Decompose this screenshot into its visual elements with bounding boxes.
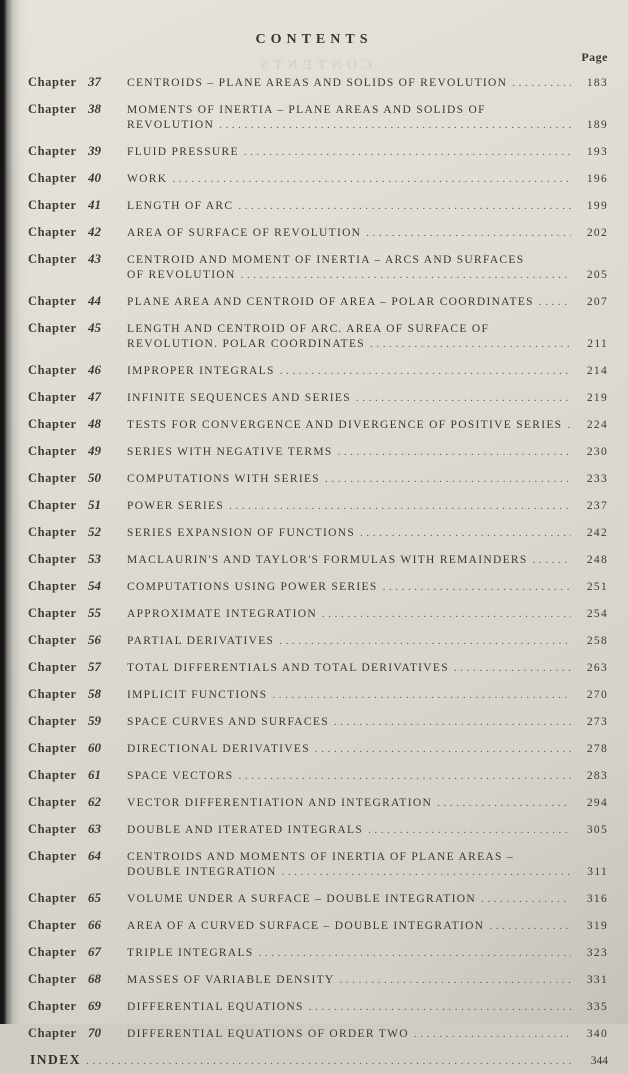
chapter-word: Chapter	[28, 144, 77, 158]
dot-leader	[86, 1055, 571, 1067]
dot-leader	[383, 580, 571, 595]
entry-title-line: FLUID PRESSURE	[127, 146, 239, 158]
page-number: 323	[586, 947, 608, 959]
chapter-number: 54	[88, 578, 101, 593]
dot-leader	[539, 295, 571, 310]
entry-title-block	[127, 769, 608, 784]
toc-entry	[0, 885, 628, 912]
page-number: 340	[586, 1028, 608, 1040]
entry-title-line: TOTAL DIFFERENTIALS AND TOTAL DERIVATIVES	[127, 662, 449, 674]
page-number: 211	[587, 338, 608, 350]
page-number: 331	[586, 974, 608, 986]
page-number: 283	[586, 770, 608, 782]
dot-leader	[219, 118, 571, 133]
entry-title-line: AREA OF SURFACE OF REVOLUTION	[127, 227, 362, 239]
toc-entry	[0, 600, 628, 627]
entry-title-line: REVOLUTION	[127, 119, 215, 131]
entry-title-block	[127, 418, 608, 433]
dot-leader	[279, 634, 571, 649]
chapter-word: Chapter	[28, 498, 77, 512]
chapter-word: Chapter	[28, 75, 77, 89]
entry-title-block	[127, 199, 608, 214]
chapter-word: Chapter	[28, 606, 77, 620]
dot-leader	[340, 973, 571, 988]
chapter-number: 68	[88, 971, 101, 986]
chapter-word: Chapter	[28, 714, 77, 728]
chapter-number: 64	[88, 848, 101, 863]
chapter-number: 44	[88, 293, 101, 308]
page-number: 305	[586, 824, 608, 836]
chapter-word: Chapter	[28, 294, 77, 308]
toc-entry	[0, 546, 628, 573]
chapter-word: Chapter	[28, 390, 77, 404]
toc-entry-index	[0, 1047, 628, 1074]
entry-title-line: DIRECTIONAL DERIVATIVES	[127, 743, 310, 755]
chapter-word: Chapter	[28, 171, 77, 185]
chapter-word: Chapter	[28, 891, 77, 905]
dot-leader	[259, 946, 571, 961]
entry-title-block	[127, 823, 608, 838]
entry-title-block	[127, 580, 608, 595]
toc-entry	[0, 138, 628, 165]
dot-leader	[533, 553, 571, 568]
page-number: 278	[586, 743, 608, 755]
page-number: 237	[586, 500, 608, 512]
toc-entry	[0, 288, 628, 315]
entry-title-line: PLANE AREA AND CENTROID OF AREA – POLAR COORDINATES	[127, 296, 534, 308]
dot-leader	[315, 742, 571, 757]
entry-title-block	[127, 946, 608, 961]
toc-entry	[0, 966, 628, 993]
chapter-number: 53	[88, 551, 101, 566]
entry-title-line: DIFFERENTIAL EQUATIONS OF ORDER TWO	[127, 1028, 409, 1040]
toc-entry	[0, 843, 628, 885]
entry-title-line: IMPLICIT FUNCTIONS	[127, 689, 268, 701]
entry-title-line: MACLAURIN'S AND TAYLOR'S FORMULAS WITH REMAINDERS	[127, 554, 528, 566]
toc-entry	[0, 993, 628, 1020]
chapter-word: Chapter	[28, 687, 77, 701]
toc-entry	[0, 492, 628, 519]
toc-entry	[0, 69, 628, 96]
entry-title-block	[127, 499, 608, 514]
entry-title-line: CENTROID AND MOMENT OF INERTIA – ARCS AND SURFACES	[127, 254, 525, 266]
chapter-number: 70	[88, 1025, 101, 1040]
chapter-word: Chapter	[28, 999, 77, 1013]
chapter-number: 46	[88, 362, 101, 377]
chapter-number: 50	[88, 470, 101, 485]
entry-title-line: AREA OF A CURVED SURFACE – DOUBLE INTEGRATION	[127, 920, 485, 932]
page-number: 248	[586, 554, 608, 566]
page-number: 233	[586, 473, 608, 485]
entry-title-block	[127, 1027, 608, 1042]
chapter-number: 42	[88, 224, 101, 239]
dot-leader	[172, 172, 571, 187]
dot-leader	[309, 1000, 571, 1015]
page-number: 242	[586, 527, 608, 539]
entry-title-line: PARTIAL DERIVATIVES	[127, 635, 275, 647]
dot-leader	[322, 607, 571, 622]
page-number: 311	[587, 866, 608, 878]
entry-title-block	[127, 1000, 608, 1015]
toc-entry	[0, 438, 628, 465]
entry-title-line: CENTROIDS AND MOMENTS OF INERTIA OF PLANE AREAS –	[127, 851, 514, 863]
chapter-word: Chapter	[28, 741, 77, 755]
entry-title-line: SERIES EXPANSION OF FUNCTIONS	[127, 527, 356, 539]
entry-title-block	[127, 742, 608, 757]
entry-title-line: LENGTH OF ARC	[127, 200, 234, 212]
entry-title-block	[127, 973, 608, 988]
chapter-number: 41	[88, 197, 101, 212]
dot-leader	[414, 1027, 571, 1042]
entry-title-line: VOLUME UNDER A SURFACE – DOUBLE INTEGRATION	[127, 893, 476, 905]
bleed-through-title: CONTENTS	[255, 58, 373, 73]
entry-title-line: MOMENTS OF INERTIA – PLANE AREAS AND SOLIDS OF	[127, 104, 486, 116]
dot-leader	[334, 715, 571, 730]
entry-title-block	[127, 145, 608, 160]
chapter-number: 40	[88, 170, 101, 185]
entry-title-block	[127, 553, 608, 568]
entry-title-block	[127, 526, 608, 541]
chapter-number: 51	[88, 497, 101, 512]
chapter-word: Chapter	[28, 444, 77, 458]
toc-entry	[0, 96, 628, 138]
chapter-number: 48	[88, 416, 101, 431]
chapter-word: Chapter	[28, 579, 77, 593]
chapter-number: 49	[88, 443, 101, 458]
toc-entry	[0, 816, 628, 843]
toc-list	[0, 69, 628, 1047]
entry-title-block	[127, 607, 608, 622]
entry-title-line: IMPROPER INTEGRALS	[127, 365, 275, 377]
page-number: 344	[590, 1055, 608, 1067]
page-number: 219	[586, 392, 608, 404]
dot-leader	[241, 268, 571, 283]
entry-title-block	[127, 892, 608, 907]
entry-title-block	[127, 661, 608, 676]
page-number: 183	[586, 77, 608, 89]
index-label: INDEX	[30, 1052, 82, 1067]
page-number: 199	[586, 200, 608, 212]
chapter-number: 59	[88, 713, 101, 728]
chapter-word: Chapter	[28, 417, 77, 431]
chapter-word: Chapter	[28, 363, 77, 377]
toc-entry	[0, 627, 628, 654]
entry-title-line: DOUBLE INTEGRATION	[127, 866, 277, 878]
entry-title-line: VECTOR DIFFERENTIATION AND INTEGRATION	[127, 797, 433, 809]
page-number: 196	[586, 173, 608, 185]
entry-title-block	[127, 472, 608, 487]
chapter-word: Chapter	[28, 252, 77, 266]
toc-entry	[0, 708, 628, 735]
page-number: 251	[586, 581, 608, 593]
entry-title-block	[127, 715, 608, 730]
page-number: 202	[586, 227, 608, 239]
chapter-number: 38	[88, 101, 101, 116]
dot-leader	[366, 226, 571, 241]
entry-title-line: APPROXIMATE INTEGRATION	[127, 608, 317, 620]
entry-title-block	[127, 919, 608, 934]
entry-title-block	[127, 76, 608, 91]
toc-entry	[0, 219, 628, 246]
toc-entry	[0, 939, 628, 966]
chapter-number: 37	[88, 74, 101, 89]
entry-title-block	[127, 172, 608, 187]
chapter-number: 62	[88, 794, 101, 809]
toc-entry	[0, 357, 628, 384]
toc-entry	[0, 465, 628, 492]
chapter-number: 67	[88, 944, 101, 959]
chapter-word: Chapter	[28, 660, 77, 674]
chapter-word: Chapter	[28, 849, 77, 863]
dot-leader	[512, 76, 571, 91]
toc-entry	[0, 384, 628, 411]
page-number: 270	[586, 689, 608, 701]
dot-leader	[368, 823, 571, 838]
entry-title-line: TESTS FOR CONVERGENCE AND DIVERGENCE OF POSITIVE SERIES	[127, 419, 563, 431]
dot-leader	[325, 472, 571, 487]
entry-title-line: LENGTH AND CENTROID OF ARC. AREA OF SURFACE OF	[127, 323, 490, 335]
dot-leader	[360, 526, 571, 541]
entry-title-block	[127, 445, 608, 460]
chapter-word: Chapter	[28, 225, 77, 239]
chapter-number: 66	[88, 917, 101, 932]
toc-entry	[0, 165, 628, 192]
chapter-word: Chapter	[28, 918, 77, 932]
toc-entry	[0, 246, 628, 288]
chapter-number: 52	[88, 524, 101, 539]
dot-leader	[238, 199, 571, 214]
chapter-word: Chapter	[28, 525, 77, 539]
entry-title-block	[127, 364, 608, 379]
entry-title-line: CENTROIDS – PLANE AREAS AND SOLIDS OF REVOLUTION	[127, 77, 508, 89]
entry-title-line: MASSES OF VARIABLE DENSITY	[127, 974, 335, 986]
entry-title-line: POWER SERIES	[127, 500, 225, 512]
dot-leader	[454, 661, 571, 676]
dot-leader	[229, 499, 571, 514]
entry-title-line: DOUBLE AND ITERATED INTEGRALS	[127, 824, 364, 836]
entry-title-line: INFINITE SEQUENCES AND SERIES	[127, 392, 351, 404]
entry-title-block	[127, 295, 608, 310]
page-number: 263	[586, 662, 608, 674]
dot-leader	[489, 919, 571, 934]
dot-leader	[481, 892, 571, 907]
page-column-header: Page	[581, 50, 608, 64]
chapter-number: 45	[88, 320, 101, 335]
dot-leader	[280, 364, 571, 379]
page-number: 193	[586, 146, 608, 158]
dot-leader	[437, 796, 571, 811]
chapter-number: 56	[88, 632, 101, 647]
chapter-word: Chapter	[28, 102, 77, 116]
entry-title-line: COMPUTATIONS USING POWER SERIES	[127, 581, 378, 593]
page-number: 205	[586, 269, 608, 281]
dot-leader	[244, 145, 571, 160]
toc-entry	[0, 654, 628, 681]
chapter-word: Chapter	[28, 795, 77, 809]
chapter-number: 61	[88, 767, 101, 782]
toc-entry	[0, 789, 628, 816]
entry-title-line: SPACE CURVES AND SURFACES	[127, 716, 329, 728]
page-number: 273	[586, 716, 608, 728]
chapter-number: 58	[88, 686, 101, 701]
entry-title-block	[127, 391, 608, 406]
toc-entry	[0, 762, 628, 789]
entry-title-block	[127, 850, 608, 880]
chapter-word: Chapter	[28, 972, 77, 986]
toc-entry	[0, 192, 628, 219]
page-number: 316	[586, 893, 608, 905]
chapter-word: Chapter	[28, 1026, 77, 1040]
entry-title-block	[127, 253, 608, 283]
chapter-word: Chapter	[28, 321, 77, 335]
entry-title-block	[127, 322, 608, 352]
entry-title-block	[127, 634, 608, 649]
entry-title-block	[127, 103, 608, 133]
chapter-word: Chapter	[28, 633, 77, 647]
entry-title-block	[127, 688, 608, 703]
chapter-number: 60	[88, 740, 101, 755]
chapter-word: Chapter	[28, 768, 77, 782]
chapter-number: 63	[88, 821, 101, 836]
entry-title-line: SPACE VECTORS	[127, 770, 234, 782]
page-title: CONTENTS	[255, 32, 373, 47]
dot-leader	[567, 418, 571, 433]
page-number: 335	[586, 1001, 608, 1013]
entry-title-line: TRIPLE INTEGRALS	[127, 947, 254, 959]
chapter-word: Chapter	[28, 471, 77, 485]
dot-leader	[370, 337, 571, 352]
chapter-word: Chapter	[28, 822, 77, 836]
chapter-word: Chapter	[28, 552, 77, 566]
chapter-word: Chapter	[28, 198, 77, 212]
chapter-number: 69	[88, 998, 101, 1013]
chapter-number: 55	[88, 605, 101, 620]
dot-leader	[282, 865, 571, 880]
toc-entry	[0, 681, 628, 708]
entry-title-line: REVOLUTION. POLAR COORDINATES	[127, 338, 365, 350]
chapter-word: Chapter	[28, 945, 77, 959]
chapter-number: 43	[88, 251, 101, 266]
page-number: 224	[586, 419, 608, 431]
page-number: 258	[586, 635, 608, 647]
entry-title-line: OF REVOLUTION	[127, 269, 236, 281]
entry-title-line: DIFFERENTIAL EQUATIONS	[127, 1001, 304, 1013]
page-number: 214	[586, 365, 608, 377]
page-number: 230	[586, 446, 608, 458]
toc-entry	[0, 411, 628, 438]
entry-title-line: WORK	[127, 173, 168, 185]
dot-leader	[272, 688, 571, 703]
toc-entry	[0, 1020, 628, 1047]
entry-title-line: COMPUTATIONS WITH SERIES	[127, 473, 320, 485]
dot-leader	[356, 391, 571, 406]
toc-entry	[0, 315, 628, 357]
page-number: 319	[586, 920, 608, 932]
entry-title-block	[127, 226, 608, 241]
page-number: 254	[586, 608, 608, 620]
chapter-number: 65	[88, 890, 101, 905]
chapter-number: 47	[88, 389, 101, 404]
page-number: 294	[586, 797, 608, 809]
page-number: 189	[586, 119, 608, 131]
toc-entry	[0, 519, 628, 546]
entry-title-block	[127, 796, 608, 811]
chapter-number: 57	[88, 659, 101, 674]
dot-leader	[338, 445, 571, 460]
toc-entry	[0, 912, 628, 939]
toc-entry	[0, 573, 628, 600]
toc-entry	[0, 735, 628, 762]
chapter-number: 39	[88, 143, 101, 158]
page-number: 207	[586, 296, 608, 308]
dot-leader	[239, 769, 572, 784]
entry-title-line: SERIES WITH NEGATIVE TERMS	[127, 446, 333, 458]
